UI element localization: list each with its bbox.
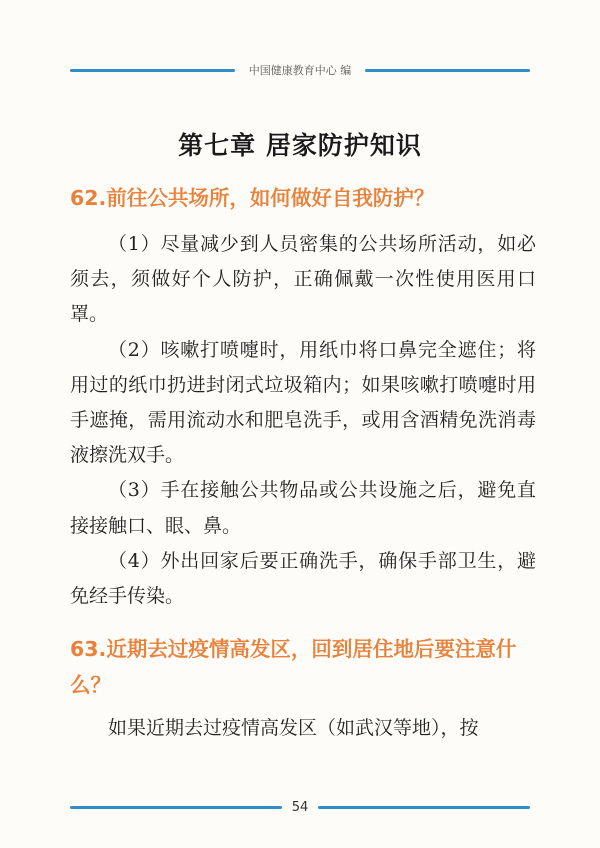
header-publisher: 中国健康教育中心 编 <box>248 64 352 77</box>
answer-62-item-4: （4）外出回家后要正确洗手，确保手部卫生，避免经手传染。 <box>70 549 536 608</box>
answer-63-item-1: 如果近期去过疫情高发区（如武汉等地），按 <box>108 717 479 739</box>
header-rule-right <box>365 69 530 72</box>
footer-rule-left <box>70 806 282 809</box>
header-rule-left <box>70 69 235 72</box>
page-footer <box>70 797 530 817</box>
answer-62-item-3: （3）手在接触公共物品或公共设施之后，避免直接接触口、眼、鼻。 <box>70 479 536 537</box>
answer-62-item-2: （2）咳嗽打喷嚏时，用纸巾将口鼻完全遮住；将用过的纸巾扔进封闭式垃圾箱内；如果咳嗽打喷嚏时用手遮掩，需用流动水和肥皂洗手，或用含酒精免洗消毒液擦洗双手。 <box>70 338 536 467</box>
page-header <box>70 61 530 79</box>
answer-62 <box>70 227 536 614</box>
question-62: 62.前往公共场所，如何做好自我防护？ <box>70 186 435 210</box>
question-63: 63.近期去过疫情高发区，回到居住地后要注意什么？ <box>70 637 517 697</box>
answer-62-item-1: （1）尽量减少到人员密集的公共场所活动，如必须去，须做好个人防护，正确佩戴一次性使用医用口罩。 <box>70 233 536 326</box>
answer-63 <box>70 711 536 746</box>
chapter-title: 第七章 居家防护知识 <box>178 131 422 160</box>
page-number: 54 <box>291 799 309 815</box>
footer-rule-right <box>318 806 530 809</box>
